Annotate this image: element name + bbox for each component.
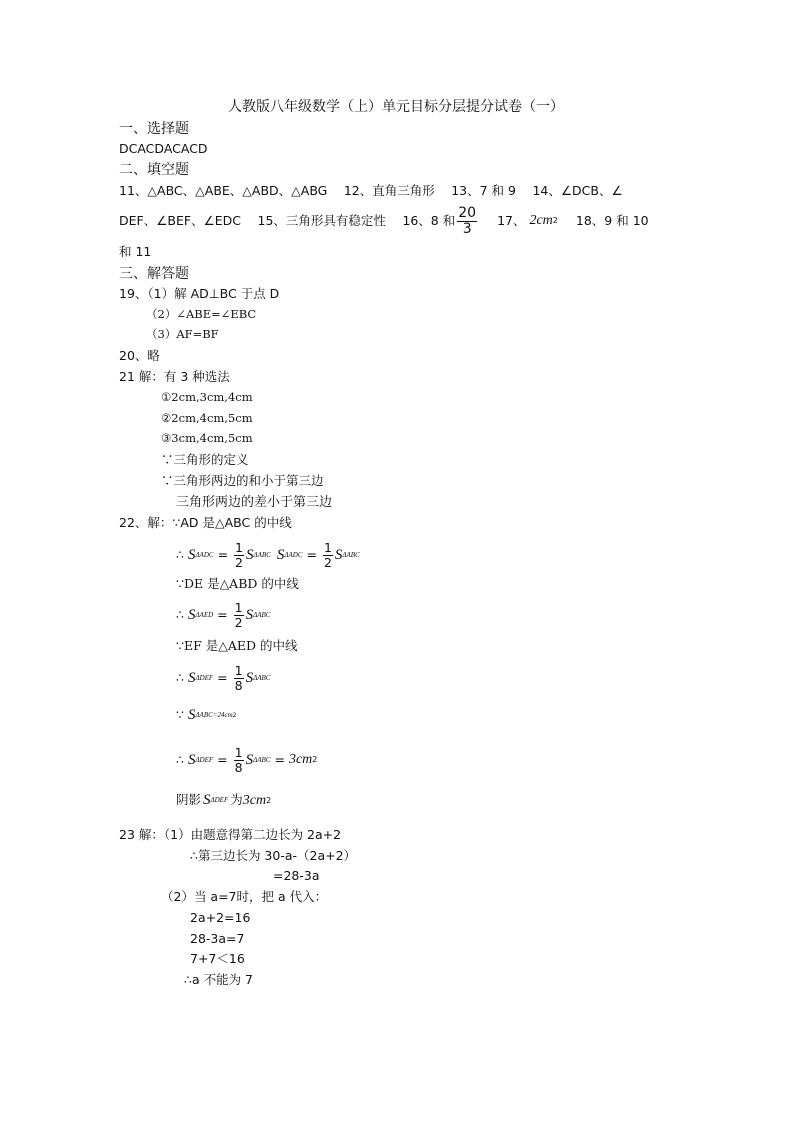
q22-line-de: ∵DE 是△ABD 的中线 <box>176 576 299 591</box>
equals: = <box>274 751 285 767</box>
fraction-1-2 <box>323 541 333 568</box>
fraction-denominator: 2 <box>323 554 332 570</box>
q22-eq-1 <box>176 537 360 573</box>
fill-line-1: 11、△ABC、△ABE、△ABD、△ABG 12、直角三角形 13、7 和 9 14、∠DCB、∠ <box>119 183 623 198</box>
section-1-heading: 一、选择题 <box>119 121 189 137</box>
fraction-denominator: 8 <box>234 677 243 693</box>
fraction-denominator: 3 <box>462 220 472 237</box>
S-symbol: S <box>245 751 254 768</box>
S-symbol: S <box>187 669 196 686</box>
equals: = <box>217 751 228 767</box>
because-symbol: ∵ <box>176 707 184 723</box>
fraction-numerator: 20 <box>458 204 477 221</box>
therefore-symbol: ∴ <box>176 751 184 767</box>
equals: = <box>217 669 228 685</box>
q23-line-5: 2a+2=16 <box>190 910 251 925</box>
fraction-denominator: 2 <box>235 554 243 570</box>
subscript: ΔABC <box>253 673 271 682</box>
q23-line-3: =28-3a <box>273 868 320 883</box>
therefore-symbol: ∴ <box>176 669 184 685</box>
fraction-numerator: 1 <box>234 745 243 761</box>
exponent: 2 <box>232 711 237 719</box>
fill-line-2 <box>119 200 649 242</box>
S-symbol: S <box>245 606 254 623</box>
fraction-denominator: 8 <box>234 759 243 775</box>
q22-eq-2 <box>176 597 270 633</box>
subscript: ΔABC <box>253 550 271 559</box>
q20: 20、略 <box>119 348 160 363</box>
equals: = <box>217 606 228 622</box>
q21-reason-1: ∵三角形的定义 <box>161 452 249 467</box>
equals: = <box>217 546 229 562</box>
fraction-1-2 <box>234 541 244 568</box>
fraction-numerator: 1 <box>234 600 243 616</box>
subscript: ΔABC <box>253 610 271 619</box>
subscript: ΔABC=24cm <box>195 711 233 719</box>
q23-line-1: 23 解：（1）由题意得第二边长为 2a+2 <box>119 827 342 842</box>
fill-line-3: 和 11 <box>119 244 152 259</box>
q22-eq-4 <box>176 742 317 778</box>
q23-line-4: （2）当 a=7时，把 a 代入： <box>161 889 328 904</box>
section-2-heading: 二、填空题 <box>119 162 189 178</box>
S-symbol: S <box>187 606 196 623</box>
shadow-connector: 为 <box>230 792 243 808</box>
q21-option-1: ①2cm,3cm,4cm <box>161 390 253 404</box>
q19-line-2: （2）∠ABE=∠EBC <box>146 307 257 321</box>
fraction-1-8 <box>234 664 244 691</box>
q22-eq-3 <box>176 660 270 696</box>
result-value: 3cm <box>288 752 313 767</box>
subscript: ΔDEF <box>195 755 214 764</box>
S-symbol: S <box>187 751 196 768</box>
subscript: ΔDEF <box>210 796 229 804</box>
therefore-symbol: ∴ <box>176 606 184 622</box>
result-value: 3cm <box>242 792 267 808</box>
S-symbol: S <box>187 707 196 723</box>
q21-option-3: ③3cm,4cm,5cm <box>161 431 253 445</box>
fill-line-2-text: DEF、∠BEF、∠EDC 15、三角形具有稳定性 16、8 和 <box>119 212 456 228</box>
S-symbol: S <box>187 546 196 563</box>
q22-shadow <box>176 793 271 808</box>
q23-line-6: 28-3a=7 <box>190 931 245 946</box>
shadow-label: 阴影 <box>176 792 202 808</box>
S-symbol: S <box>334 546 343 563</box>
S-symbol: S <box>276 546 285 563</box>
q22-line-ef: ∵EF 是△AED 的中线 <box>176 638 298 653</box>
subscript: ΔABC <box>253 755 271 764</box>
exponent: 2 <box>312 755 318 764</box>
q23-line-7: 7+7＜16 <box>190 951 245 966</box>
subscript: ΔADC <box>284 550 303 559</box>
q22-line-1: 22、解：∵AD 是△ABC 的中线 <box>119 515 292 530</box>
fraction-1-8 <box>234 746 244 773</box>
S-symbol: S <box>245 669 254 686</box>
q21-reason-3: 三角形两边的差小于第三边 <box>176 495 333 510</box>
q18: 18、9 和 10 <box>575 212 649 228</box>
subscript: ΔAED <box>195 610 214 619</box>
section-3-heading: 三、解答题 <box>119 266 189 282</box>
q21-option-2: ②2cm,4cm,5cm <box>161 411 253 425</box>
subscript: ΔDEF <box>195 673 214 682</box>
fraction-numerator: 1 <box>234 663 243 679</box>
page-title: 人教版八年级数学（上）单元目标分层提分试卷（一） <box>228 99 564 115</box>
S-symbol: S <box>203 792 211 808</box>
q21-reason-2: ∵三角形两边的和小于第三边 <box>161 473 324 488</box>
q17-exponent: 2 <box>552 216 558 225</box>
choice-answers: DCACDACACD <box>119 141 208 156</box>
fraction-numerator: 1 <box>323 540 332 556</box>
fraction-numerator: 1 <box>235 540 243 556</box>
q22-given <box>176 708 237 723</box>
q21-line-1: 21 解：有 3 种选法 <box>119 369 230 384</box>
subscript: ΔADC <box>195 550 214 559</box>
S-symbol: S <box>246 546 254 563</box>
q19-line-1: 19、（1）解 AD⊥BC 于点 D <box>119 286 280 301</box>
fraction-20-3 <box>457 206 477 236</box>
fraction-1-2 <box>234 601 244 628</box>
q23-line-8: ∴a 不能为 7 <box>184 972 254 987</box>
q17-value: 2cm <box>529 213 553 228</box>
subscript: ΔABC <box>342 550 360 559</box>
q17-label: 17、 <box>497 212 526 228</box>
therefore-symbol: ∴ <box>176 546 184 562</box>
q23-line-2: ∴第三边长为 30-a-（2a+2） <box>190 848 357 863</box>
q19-line-3: （3）AF=BF <box>146 327 219 341</box>
exponent: 2 <box>266 795 272 805</box>
equals: = <box>306 546 317 562</box>
fraction-denominator: 2 <box>234 614 243 630</box>
